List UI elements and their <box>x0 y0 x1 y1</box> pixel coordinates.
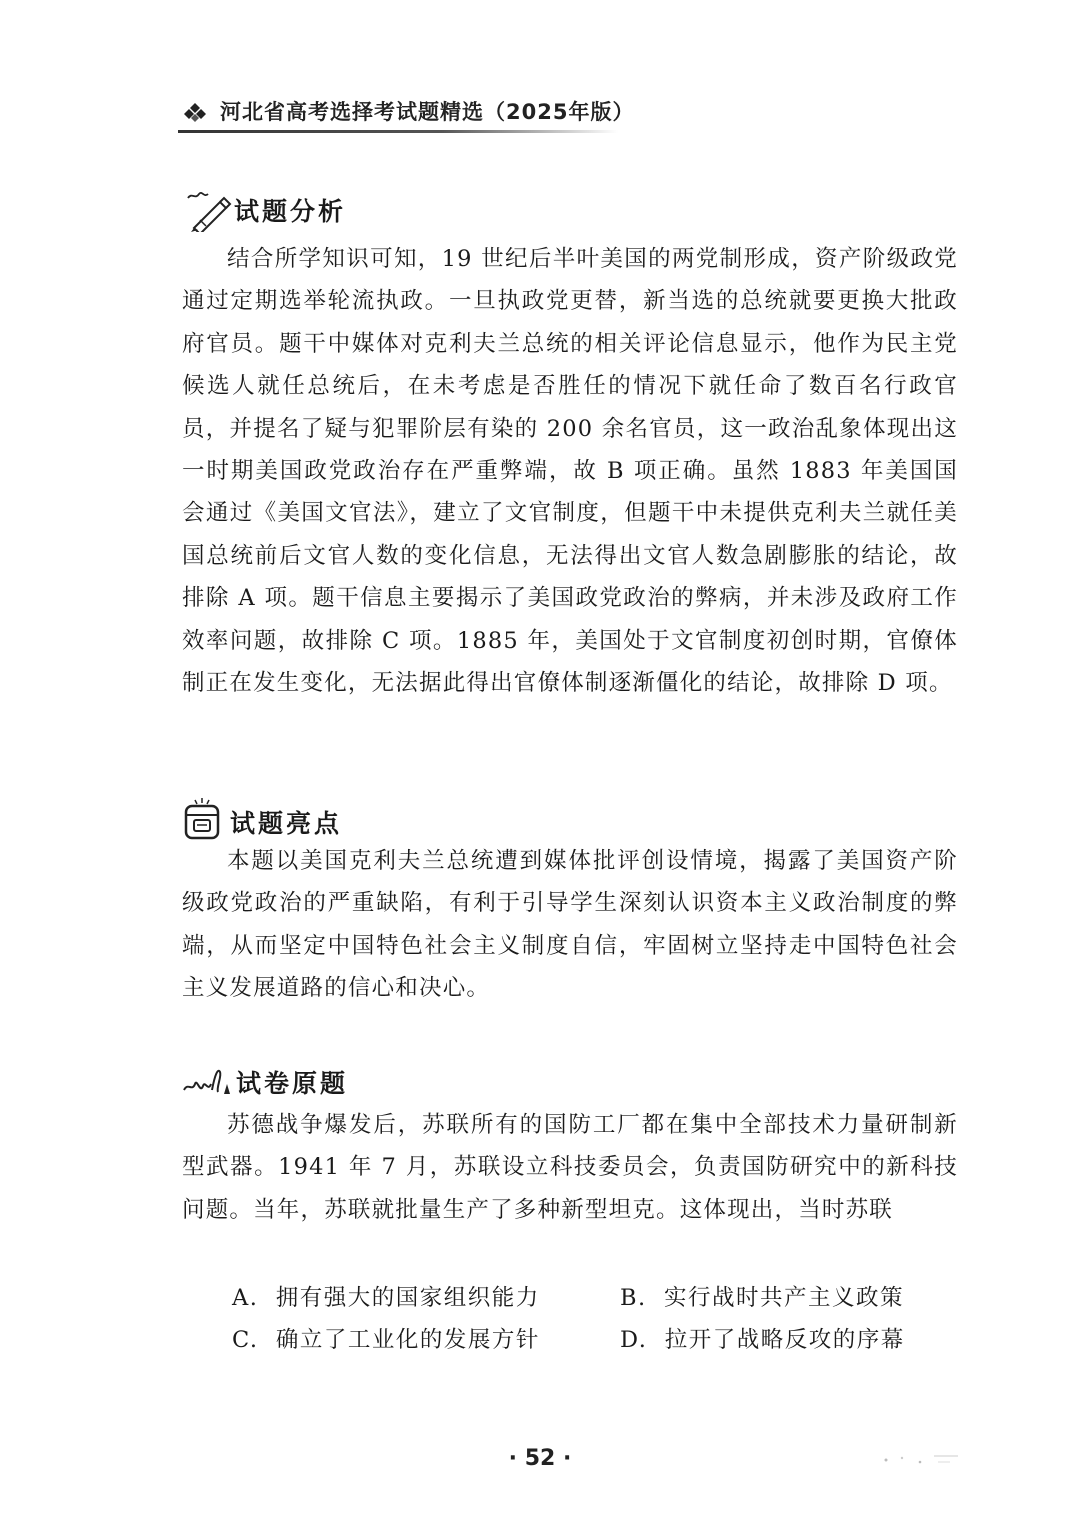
header-rule <box>178 130 618 133</box>
section-original-heading <box>182 1064 402 1104</box>
highlights-paragraph: 本题以美国克利夫兰总统遭到媒体批评创设情境，揭露了美国资产阶级政党政治的严重缺陷，有利于引导学生深刻认识资本主义政治制度的弊端，从而坚定中国特色社会主义制度自信，牢固树立坚持走中国特色社会主义发展道路的信心和决心。 <box>182 848 958 1002</box>
section-highlights-heading <box>182 798 402 838</box>
option-text: 拉开了战略反攻的序幕 <box>664 1327 905 1353</box>
running-header <box>178 92 635 132</box>
book-title: 河北省高考选择考试题精选（2025年版） <box>220 100 635 124</box>
option-c <box>232 1322 540 1354</box>
handwriting-icon <box>182 1064 232 1100</box>
option-letter: C. <box>232 1327 259 1353</box>
page-number: · 52 · <box>508 1446 572 1471</box>
section-highlights-title: 试题亮点 <box>230 809 343 838</box>
double-diamond-icon <box>184 102 206 124</box>
lantern-box-icon <box>182 798 222 840</box>
section-analysis-title: 试题分析 <box>234 197 347 226</box>
option-text: 拥有强大的国家组织能力 <box>275 1285 540 1311</box>
scan-smudge-decoration <box>880 1446 960 1476</box>
option-b <box>620 1280 904 1312</box>
option-letter: A. <box>232 1285 259 1311</box>
option-a <box>232 1280 540 1312</box>
option-d <box>620 1322 905 1354</box>
option-letter: D. <box>620 1327 648 1353</box>
question-stem: 苏德战争爆发后，苏联所有的国防工厂都在集中全部技术力量研制新型武器。1941 年 7 月，苏联设立科技委员会，负责国防研究中的新科技问题。当年，苏联就批量生产了多种新型坦克。这体现出，当时苏联 <box>182 1112 958 1223</box>
analysis-paragraph: 结合所学知识可知，19 世纪后半叶美国的两党制形成，资产阶级政党通过定期选举轮流执政。一旦执政党更替，新当选的总统就要更换大批政府官员。题干中媒体对克利夫兰总统的相关评论信息显示，他作为民主党候选人就任总统后，在未考虑是否胜任的情况下就任命了数百名行政官员，并提名了疑与犯罪阶层有染的 200 余名官员，这一政治乱象体现出这一时期美国政党政治存在严重弊端，故 B 项正确。虽然 1883 年美国国会通过《美国文官法》，建立了文官制度，但题干中未提供克利夫兰就任美国总统前后文官人数的变化信息，无法得出文官人数急剧膨胀的结论，故排除 A 项。题干信息主要揭示了美国政党政治的弊病，并未涉及政府工作效率问题，故排除 C 项。1885 年，美国处于文官制度初创时期，官僚体制正在发生变化，无法据此得出官僚体制逐渐僵化的结论，故排除 D 项。 <box>182 246 958 697</box>
section-original-title: 试卷原题 <box>236 1069 349 1098</box>
option-text: 实行战时共产主义政策 <box>664 1285 905 1311</box>
pen-icon <box>186 190 234 232</box>
section-analysis-heading <box>186 190 406 230</box>
option-text: 确立了工业化的发展方针 <box>275 1327 540 1353</box>
option-letter: B. <box>620 1285 647 1311</box>
